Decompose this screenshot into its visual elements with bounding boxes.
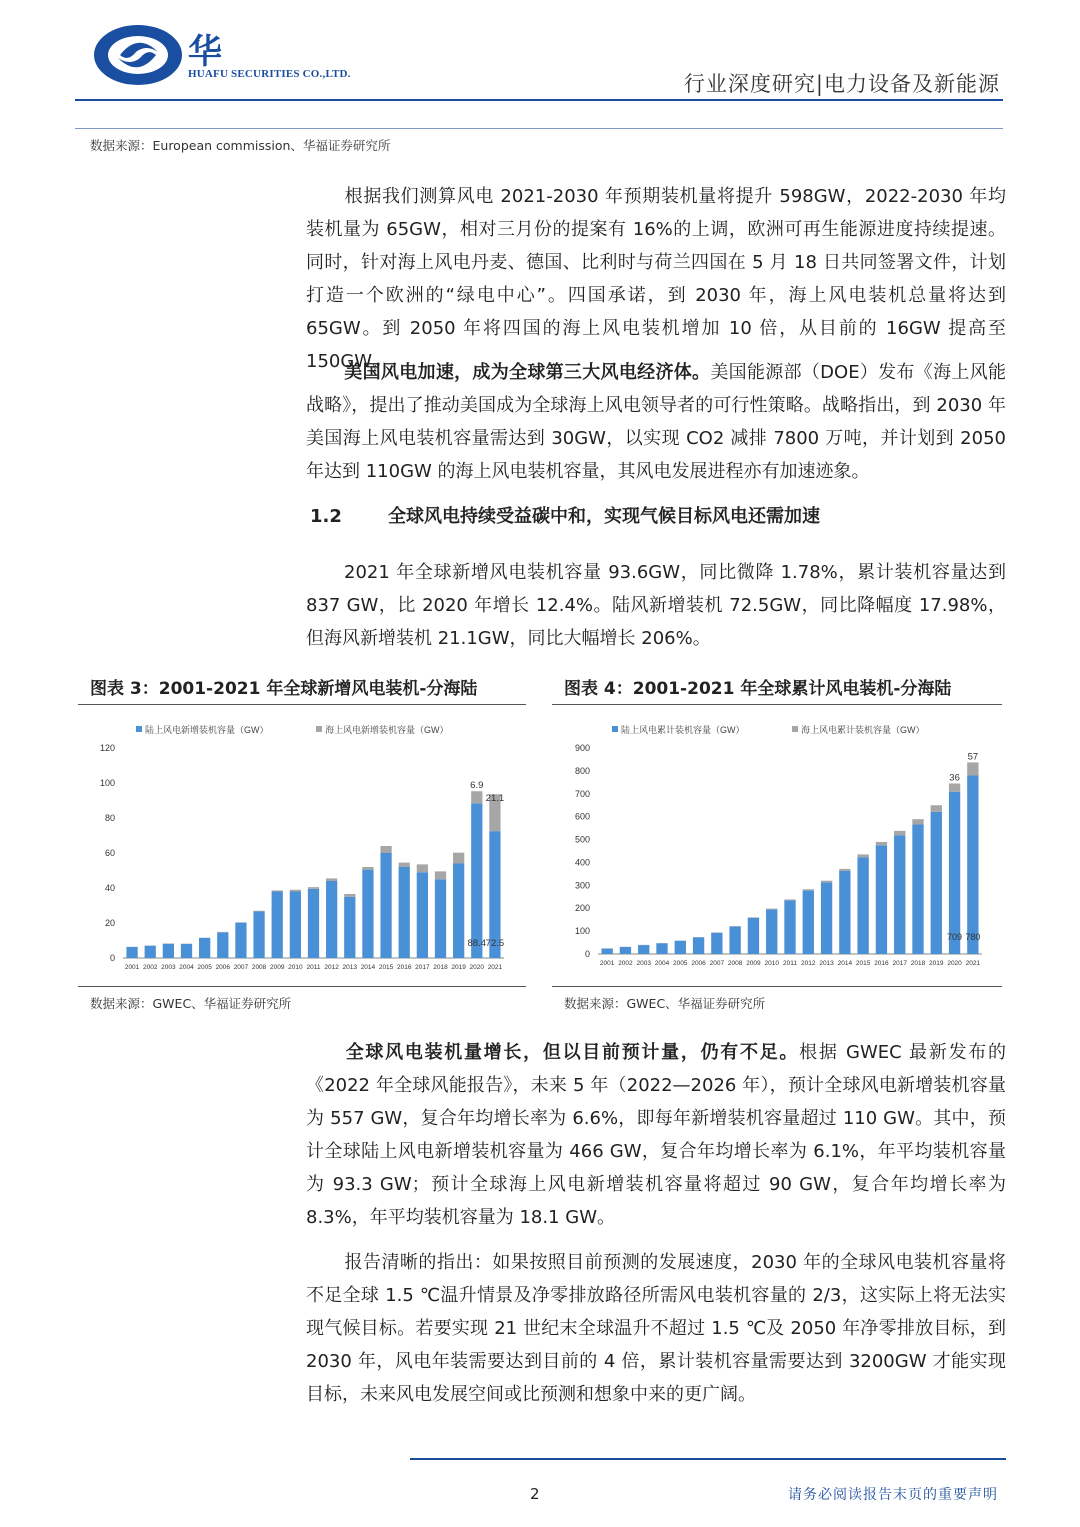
- bar-onshore-2006: [693, 937, 704, 954]
- x-tick-label: 2007: [709, 960, 725, 967]
- figure-3-title: 图表 3：2001-2021 年全球新增风电装机-分海陆: [90, 679, 478, 699]
- bar-offshore-2018: [435, 871, 446, 879]
- bar-onshore-2012: [326, 881, 337, 958]
- x-tick-label: 2009: [269, 964, 285, 971]
- paragraph-5: 报告清晰的指出：如果按照目前预测的发展速度，2030 年的全球风电装机容量将不足全球 1.5 ℃温升情景及净零排放路径所需风电装机容量的 2/3，这实际上将无法实现气候目标。若要实现 21 世纪末全球温升不超过 1.5 ℃及 2050 年净零排放目标，到 2030 年，风电年装需要达到目前的 4 倍，累计装机容量需要达到 3200GW 才能实现目标，未来风电发展空间或比预测和想象中来的更广阔。: [306, 1252, 1006, 1405]
- page-header-title: 行业深度研究|电力设备及新能源: [683, 72, 1000, 96]
- x-tick-label: 2010: [764, 960, 779, 967]
- figure-4-source: 数据来源：GWEC、华福证券研究所: [564, 996, 766, 1011]
- y-tick-label: 100: [99, 778, 115, 788]
- x-tick-label: 2002: [618, 960, 633, 967]
- bar-offshore-2014: [839, 869, 850, 871]
- bar-onshore-2001: [126, 947, 137, 958]
- footer-rule: [410, 1458, 1006, 1460]
- x-tick-label: 2011: [783, 960, 797, 967]
- bar-onshore-2015: [380, 853, 391, 958]
- legend-label-0: 陆上风电新增装机容量（GW）: [145, 725, 269, 735]
- x-tick-label: 2003: [161, 964, 176, 971]
- chart-new-installations: [78, 712, 526, 982]
- x-tick-label: 2004: [654, 960, 670, 967]
- x-tick-label: 2006: [691, 960, 706, 967]
- x-tick-label: 2005: [197, 964, 212, 971]
- bar-offshore-2013: [344, 894, 355, 897]
- bar-offshore-2018: [912, 819, 923, 824]
- data-label-2021-offshore: 21.1: [485, 793, 505, 805]
- bar-onshore-2002: [620, 947, 631, 954]
- bar-offshore-2010: [290, 890, 301, 892]
- y-tick-label: 600: [574, 811, 590, 822]
- x-tick-label: 2016: [874, 960, 889, 967]
- y-tick-label: 40: [104, 883, 115, 893]
- bar-offshore-2015: [857, 854, 868, 857]
- x-tick-label: 2013: [819, 960, 834, 967]
- y-tick-label: 300: [574, 880, 590, 891]
- y-tick-label: 700: [574, 788, 590, 799]
- x-tick-label: 2009: [746, 960, 761, 967]
- x-tick-label: 2011: [306, 964, 321, 971]
- bar-offshore-2019: [453, 853, 464, 864]
- bar-offshore-2003: [163, 943, 174, 944]
- top-source-note: 数据来源：European commission、华福证券研究所: [90, 138, 391, 153]
- bar-onshore-2020: [947, 792, 963, 954]
- bar-onshore-2016: [876, 845, 887, 954]
- data-label-2021-offshore: 57: [967, 751, 979, 763]
- bar-offshore-2015: [380, 846, 391, 853]
- x-tick-label: 2016: [396, 964, 412, 971]
- bar-onshore-2015: [857, 857, 868, 954]
- bar-onshore-2007: [711, 933, 722, 954]
- bar-offshore-2009: [272, 890, 283, 891]
- bar-onshore-2009: [272, 892, 283, 959]
- legend-swatch-1: [792, 726, 798, 732]
- figure-4-title: 图表 4：2001-2021 年全球累计风电装机-分海陆: [564, 679, 952, 699]
- x-tick-label: 2001: [124, 964, 140, 971]
- bar-offshore-2011: [784, 899, 795, 900]
- x-tick-label: 2004: [179, 964, 194, 971]
- chart-cumulative-installations: [552, 712, 1002, 982]
- page-number: 2: [530, 1485, 540, 1503]
- data-label-2021-onshore: 72.5: [485, 938, 505, 949]
- bar-offshore-2017: [894, 831, 905, 835]
- brand-mark: 华: [188, 32, 222, 72]
- bar-onshore-2017: [894, 835, 905, 954]
- x-tick-label: 2003: [636, 960, 651, 967]
- bar-onshore-2006: [217, 932, 228, 958]
- bar-onshore-2005: [675, 941, 686, 954]
- figure-4-title-rule: [552, 704, 1002, 705]
- paragraph-1: 根据我们测算风电 2021-2030 年预期装机量将提升 598GW，2022-2030 年均装机量为 65GW，相对三月份的提案有 16%的上调，欧洲可再生能源进度持续提速。同时，针对海上风电丹麦、德国、比利时与荷兰四国在 5 月 18 日共同签署文件，计划打造一个欧洲的“绿电中心”。四国承诺，到 2030 年，海上风电装机总量将达到 65GW。到 2050 年将四国的海上风电装机增加 10 倍，从目前的 16GW 提高至 150GW。: [306, 186, 1006, 372]
- bar-onshore-2017: [417, 872, 428, 958]
- bar-offshore-2012: [326, 878, 337, 881]
- header-rule: [75, 99, 1003, 101]
- x-tick-label: 2007: [233, 964, 249, 971]
- bar-onshore-2009: [748, 918, 759, 954]
- bar-offshore-2012: [803, 889, 814, 890]
- y-tick-label: 500: [574, 834, 590, 845]
- x-tick-label: 2015: [378, 964, 394, 971]
- x-tick-label: 2014: [837, 960, 853, 967]
- bar-onshore-2021: [965, 775, 981, 954]
- y-tick-label: 400: [574, 857, 590, 868]
- legend-label-1: 海上风电新增装机容量（GW）: [325, 725, 449, 735]
- bar-onshore-2004: [656, 943, 667, 954]
- bar-offshore-2014: [362, 867, 373, 870]
- bar-onshore-2003: [638, 945, 649, 954]
- bar-onshore-2008: [729, 927, 740, 954]
- paragraph-2: 美国风电加速，成为全球第三大风电经济体。美国能源部（DOE）发布《海上风能战略》，提出了推动美国成为全球海上风电领导者的可行性策略。战略指出，到 2030 年美国海上风电装机容量需达到 30GW，以实现 CO2 减排 7800 万吨，并计划到 2050 年达到 110GW 的海上风电装机容量，其风电发展进程亦有加速迹象。: [306, 362, 1006, 482]
- bar-onshore-2013: [344, 897, 355, 958]
- data-label-2020-onshore: 88.4: [467, 938, 487, 949]
- bar-offshore-2008: [253, 911, 264, 912]
- y-tick-label: 120: [99, 743, 115, 753]
- paragraph-4: 全球风电装机量增长，但以目前预计量，仍有不足。根据 GWEC 最新发布的《2022 年全球风能报告》，未来 5 年（2022—2026 年），预计全球风电新增装机容量为 557 GW，复合年均增长率为 6.6%，即每年新增装机容量超过 110 GW。其中，预计全球陆上风电新增装机容量为 466 GW，复合年均增长率为 6.1%，年平均装机容量为 93.3 GW；预计全球海上风电新增装机容量将超过 90 GW，复合年均增长率为 8.3%，年平均装机容量为 18.1 GW。: [306, 1042, 1007, 1228]
- bar-onshore-2019: [931, 812, 942, 954]
- bar-onshore-2007: [235, 923, 246, 958]
- header-rule-thin: [75, 128, 1003, 129]
- y-tick-label: 900: [574, 743, 590, 753]
- y-tick-label: 200: [574, 903, 590, 914]
- figure-4-bottom-rule: [552, 986, 1002, 987]
- disclaimer-note: 请务必阅读报告末页的重要声明: [788, 1487, 998, 1503]
- section-title: 全球风电持续受益碳中和，实现气候目标风电还需加速: [388, 506, 820, 527]
- bar-onshore-2020: [471, 803, 482, 958]
- bar-offshore-2016: [876, 842, 887, 845]
- x-tick-label: 2019: [929, 960, 944, 967]
- figure-3-bottom-rule: [78, 986, 526, 987]
- legend-label-0: 陆上风电累计装机容量（GW）: [621, 725, 745, 735]
- paragraph-4-lead: 全球风电装机量增长，但以目前预计量，仍有不足。: [344, 1042, 800, 1063]
- x-tick-label: 2019: [451, 964, 466, 971]
- x-tick-label: 2018: [910, 960, 926, 967]
- bar-onshore-2013: [821, 882, 832, 954]
- bar-offshore-2010: [766, 909, 777, 910]
- bar-offshore-2011: [308, 887, 319, 889]
- bar-offshore-2019: [931, 805, 942, 812]
- x-tick-label: 2010: [288, 964, 303, 971]
- y-tick-label: 60: [104, 848, 115, 858]
- bar-onshore-2002: [145, 946, 156, 958]
- x-tick-label: 2001: [599, 960, 615, 967]
- bar-onshore-2014: [362, 870, 373, 958]
- x-tick-label: 2013: [342, 964, 358, 971]
- bar-onshore-2018: [435, 879, 446, 958]
- figure-3-title-rule: [78, 704, 526, 705]
- y-tick-label: 0: [109, 953, 115, 963]
- x-tick-label: 2014: [360, 964, 376, 971]
- bar-offshore-2020: [949, 783, 960, 791]
- x-tick-label: 2002: [142, 964, 158, 971]
- bar-offshore-2016: [399, 863, 410, 867]
- bar-offshore-2009: [748, 917, 759, 918]
- bar-offshore-2020: [471, 791, 482, 803]
- x-tick-label: 2012: [324, 964, 339, 971]
- x-tick-label: 2018: [433, 964, 448, 971]
- legend-swatch-0: [612, 726, 618, 732]
- bar-onshore-2001: [601, 949, 612, 954]
- x-tick-label: 2020: [947, 960, 962, 967]
- x-tick-label: 2021: [965, 960, 981, 967]
- paragraph-3: 2021 年全球新增风电装机容量 93.6GW，同比微降 1.78%，累计装机容量达到 837 GW，比 2020 年增长 12.4%。陆风新增装机 72.5GW，同比降幅度 17.98%，但海风新增装机 21.1GW，同比大幅增长 206%。: [306, 562, 1006, 649]
- x-tick-label: 2015: [855, 960, 871, 967]
- bar-onshore-2011: [308, 889, 319, 958]
- bar-onshore-2010: [766, 909, 777, 954]
- legend-label-1: 海上风电累计装机容量（GW）: [801, 725, 925, 735]
- y-tick-label: 0: [584, 949, 590, 959]
- data-label-2020-offshore: 6.9: [470, 780, 484, 792]
- x-tick-label: 2008: [251, 964, 267, 971]
- x-tick-label: 2012: [801, 960, 816, 967]
- data-label-2020-offshore: 36: [949, 772, 960, 784]
- y-tick-label: 100: [574, 926, 590, 937]
- x-tick-label: 2017: [415, 964, 430, 971]
- legend-swatch-0: [136, 726, 142, 732]
- x-tick-label: 2008: [727, 960, 743, 967]
- y-tick-label: 800: [574, 765, 590, 776]
- bar-onshore-2010: [290, 892, 301, 959]
- bar-onshore-2003: [163, 944, 174, 958]
- bar-offshore-2013: [821, 881, 832, 883]
- bar-onshore-2004: [181, 944, 192, 958]
- company-name: HUAFU SECURITIES CO.,LTD.: [188, 68, 351, 80]
- bar-onshore-2014: [839, 871, 850, 954]
- figure-3-source: 数据来源：GWEC、华福证券研究所: [90, 996, 292, 1011]
- paragraph-2-lead: 美国风电加速，成为全球第三大风电经济体。: [344, 362, 711, 383]
- section-number: 1.2: [310, 506, 342, 527]
- huafu-logo-icon: [92, 22, 184, 88]
- data-label-2021-onshore: 780: [965, 932, 981, 942]
- x-tick-label: 2005: [673, 960, 688, 967]
- bar-offshore-2021: [967, 762, 978, 775]
- y-tick-label: 20: [104, 918, 115, 928]
- y-tick-label: 80: [104, 813, 115, 823]
- bar-offshore-2017: [417, 864, 428, 872]
- bar-onshore-2005: [199, 938, 210, 958]
- x-tick-label: 2021: [487, 964, 503, 971]
- section-heading: [310, 502, 820, 528]
- legend-swatch-1: [316, 726, 322, 732]
- bar-onshore-2019: [453, 864, 464, 959]
- data-label-2020-onshore: 709: [947, 932, 963, 942]
- bar-onshore-2008: [253, 911, 264, 958]
- bar-onshore-2018: [912, 824, 923, 954]
- bar-onshore-2012: [803, 891, 814, 954]
- x-tick-label: 2017: [892, 960, 907, 967]
- x-tick-label: 2006: [215, 964, 231, 971]
- x-tick-label: 2020: [469, 964, 485, 971]
- bar-onshore-2016: [399, 867, 410, 958]
- bar-onshore-2011: [784, 900, 795, 954]
